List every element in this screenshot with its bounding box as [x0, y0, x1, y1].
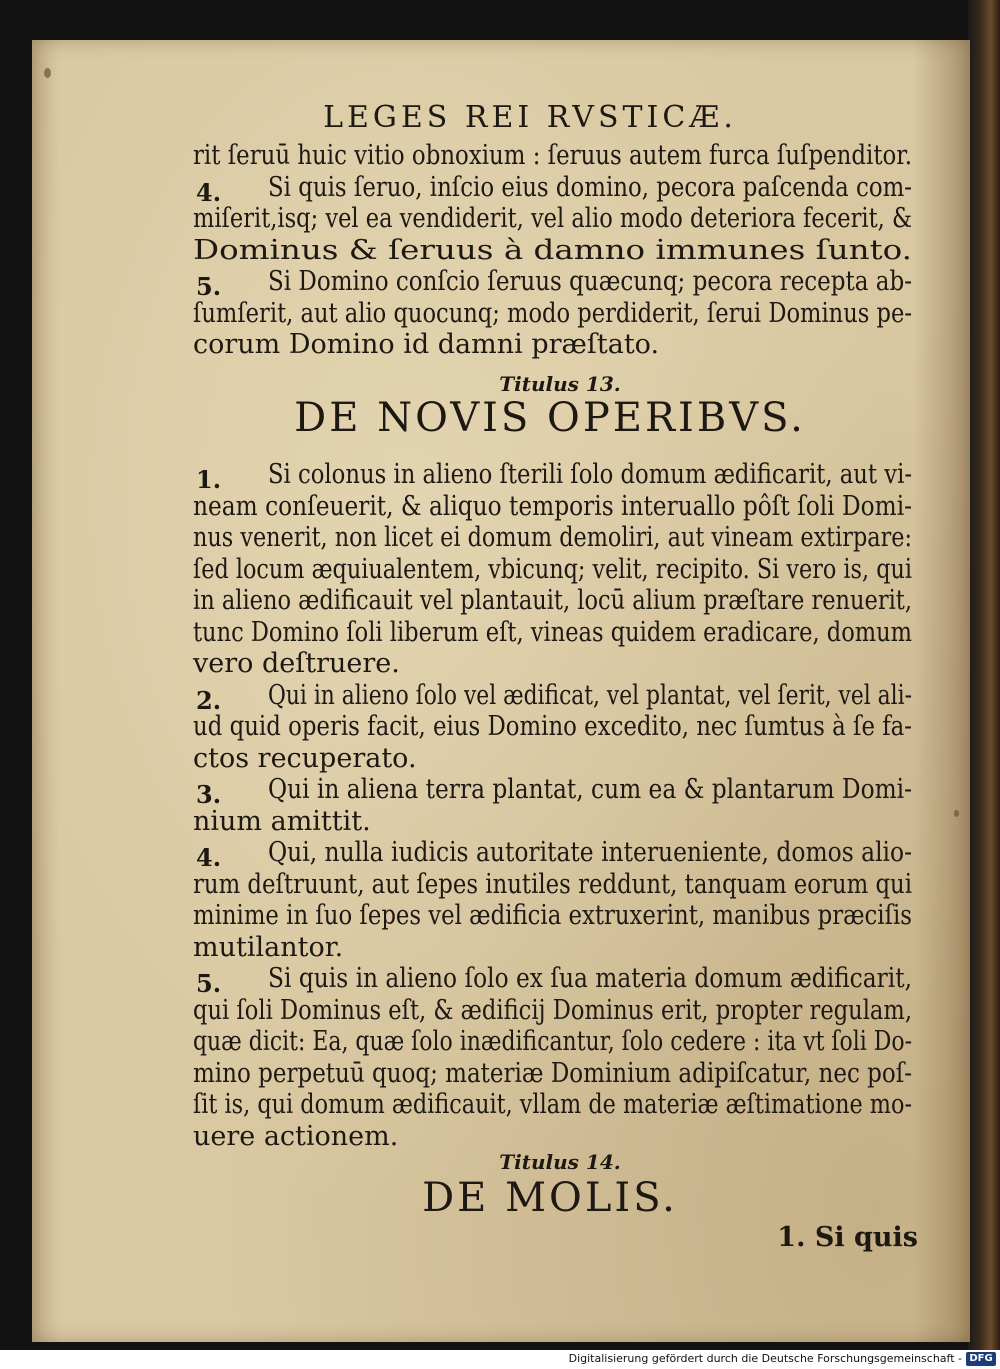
footer-bar — [0, 1350, 1000, 1369]
paragraph-number: 4. — [196, 177, 222, 207]
text-line: ſumſerit, aut alio quocunq; modo perdiderit, ſerui Dominus pe- — [193, 297, 912, 329]
section-13-label: Titulus 13. — [499, 372, 621, 396]
text-line: Si Domino conſcio ſeruus quæcunq; pecora recepta ab- — [268, 266, 912, 297]
ink-spot — [44, 68, 51, 78]
book-edge — [968, 0, 1000, 1350]
text-line: rum deſtruunt, aut ſepes inutiles reddunt, tanquam eorum qui — [193, 868, 912, 900]
footer-credit: Digitalisierung gefördert durch die Deutsche Forschungsgemeinschaft - — [568, 1352, 962, 1365]
text-line: nus venerit, non licet ei domum demoliri, aut vineam extirpare: — [193, 522, 912, 553]
text-line: Si colonus in alieno ſterili ſolo domum ædificarit, aut vi- — [268, 459, 912, 490]
text-line: Qui in alieno ſolo vel ædificat, vel plantat, vel ſerit, vel ali- — [268, 679, 912, 711]
paragraph-number: 2. — [196, 685, 222, 715]
ink-spot — [954, 810, 959, 817]
running-head: LEGES REI RVSTICÆ. — [323, 100, 737, 135]
text-line: mino perpetuū quoq; materiæ Dominium adipiſcatur, nec poſ- — [193, 1057, 912, 1089]
text-line: nium amittit. — [193, 805, 371, 837]
text-line: vero deſtruere. — [193, 648, 400, 679]
text-line: Dominus & ſeruus à damno immunes ſunto. — [193, 234, 912, 266]
text-line: ctos recuperato. — [193, 742, 417, 774]
dfg-logo: DFG — [966, 1352, 996, 1366]
text-line: Si quis ſeruo, inſcio eius domino, pecora paſcenda com- — [268, 171, 912, 203]
text-line: miſerit,isq; vel ea vendiderit, vel alio modo deteriora fecerit, & — [193, 203, 912, 234]
text-line: Qui, nulla iudicis autoritate interueniente, domos alio- — [268, 837, 912, 868]
text-line: ud quid operis facit, eius Domino excedito, nec ſumtus à ſe fa- — [193, 711, 912, 742]
paragraph-number: 5. — [196, 969, 222, 998]
paragraph-number: 4. — [196, 843, 222, 872]
text-line: corum Domino id damni præſtato. — [193, 329, 660, 360]
text-line: Qui in aliena terra plantat, cum ea & plantarum Domi- — [268, 774, 912, 805]
text-line: qui ſoli Dominus eſt, & ædificij Dominus erit, propter regulam, — [193, 994, 912, 1026]
text-line: ſed locum æquiualentem, vbicunq; velit, recipito. Si vero is, qui — [193, 553, 912, 585]
text-line: neam conſeuerit, & aliquo temporis interuallo pôſt ſoli Domi- — [193, 490, 912, 522]
text-line: in alieno ædificauit vel plantauit, locū alium præſtare renuerit, — [193, 585, 912, 616]
text-line: mutilantor. — [193, 931, 344, 963]
text-line: tunc Domino ſoli liberum eſt, vineas quidem eradicare, domum — [193, 616, 912, 648]
text-line: ſit is, qui domum ædificauit, vllam de materiæ æſtimatione mo- — [193, 1089, 912, 1120]
catchword: 1. Si quis — [777, 1222, 918, 1253]
text-line: quæ dicit: Ea, quæ ſolo inædificantur, ſolo cedere : ita vt ſoli Do- — [193, 1026, 912, 1057]
text-line: minime in ſuo ſepes vel ædificia extruxerint, manibus præciſis — [193, 900, 912, 931]
text-line: uere actionem. — [193, 1120, 399, 1152]
text-line: rit ſeruū huic vitio obnoxium : ſeruus autem furca ſuſpenditor. — [193, 140, 912, 171]
paragraph-number: 3. — [196, 780, 222, 809]
section-13-heading: DE NOVIS OPERIBVS. — [294, 395, 806, 441]
section-14-label: Titulus 14. — [499, 1150, 621, 1174]
section-14-heading: DE MOLIS. — [422, 1175, 678, 1221]
text-line: Si quis in alieno ſolo ex ſua materia domum ædificarit, — [268, 963, 912, 994]
paragraph-number: 5. — [196, 272, 222, 301]
paragraph-number: 1. — [196, 465, 222, 494]
